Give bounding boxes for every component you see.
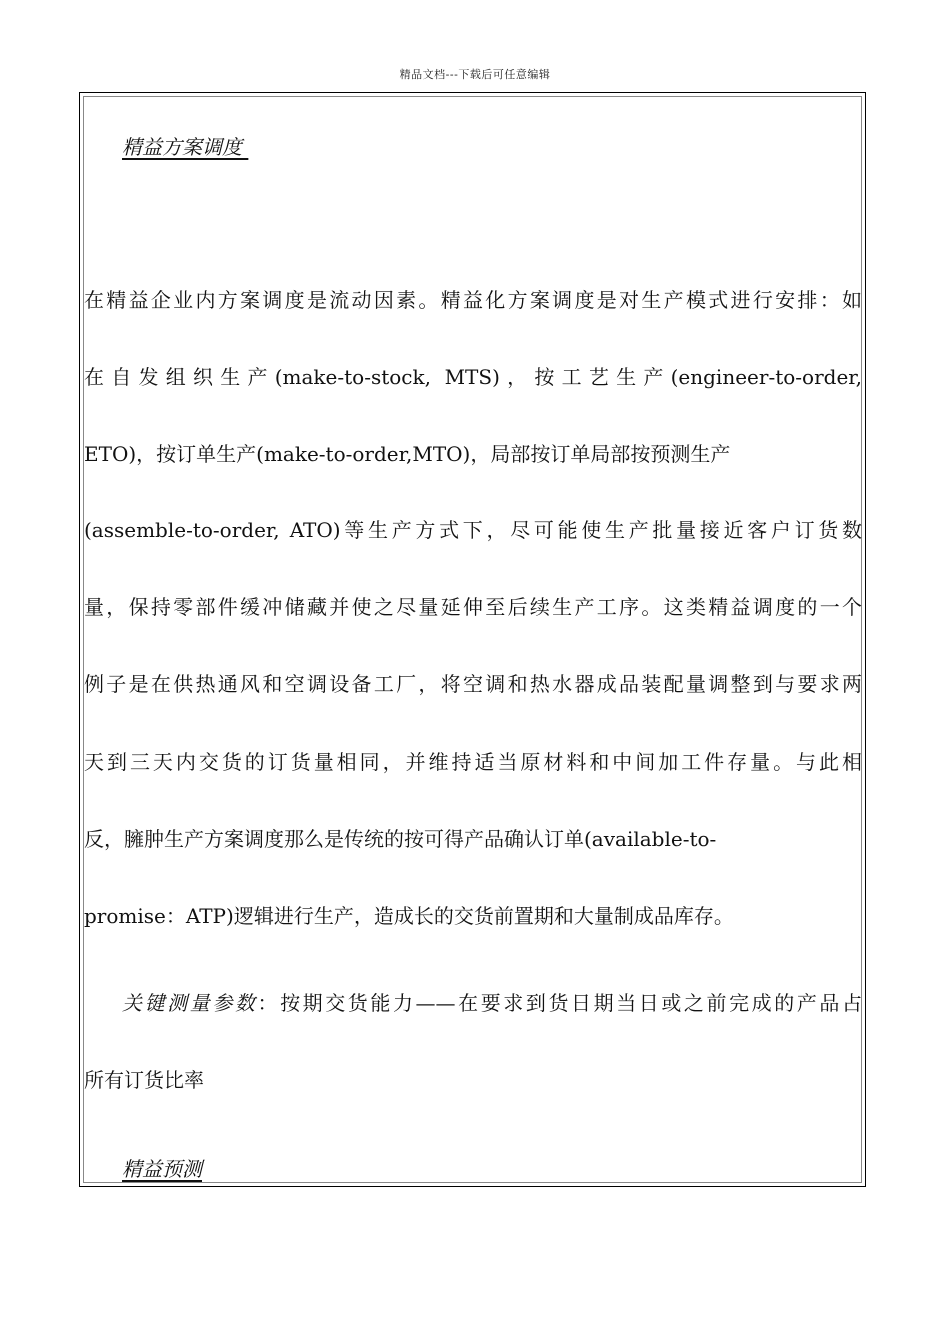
paragraph-line-5: 量，保持零部件缓冲储藏并使之尽量延伸至后续生产工序。这类精益调度的一个 bbox=[84, 595, 862, 619]
key-parameter-line bbox=[122, 990, 862, 1016]
paragraph-line-2: 在自发组织生产(make-to-stock, MTS)，按工艺生产(engineer-to-order, bbox=[84, 365, 862, 389]
paragraph-line-1: 在精益企业内方案调度是流动因素。精益化方案调度是对生产模式进行安排：如 bbox=[84, 288, 862, 312]
key-parameter-label: 关键测量参数 bbox=[122, 991, 258, 1015]
paragraph-line-9: promise：ATP)逻辑进行生产，造成长的交货前置期和大量制成品库存。 bbox=[84, 904, 734, 928]
page-header: 精品文档---下载后可任意编辑 bbox=[399, 68, 551, 81]
document-frame-inner bbox=[83, 96, 862, 1183]
paragraph-line-3: ETO)，按订单生产(make-to-order,MTO)，局部按订单局部按预测生产 bbox=[84, 442, 731, 466]
paragraph-line-6: 例子是在供热通风和空调设备工厂，将空调和热水器成品装配量调整到与要求两 bbox=[84, 672, 862, 696]
section-title-lean-forecasting: 精益预测 bbox=[122, 1157, 202, 1181]
key-parameter-text: ：按期交货能力——在要求到货日期当日或之前完成的产品占 bbox=[257, 991, 862, 1015]
paragraph-line-8: 反，臃肿生产方案调度那么是传统的按可得产品确认订单(available-to- bbox=[84, 827, 717, 851]
section-title-lean-scheduling: 精益方案调度 bbox=[122, 135, 249, 159]
document-frame bbox=[79, 92, 866, 1187]
paragraph-line-7: 天到三天内交货的订货量相同，并维持适当原材料和中间加工件存量。与此相 bbox=[84, 750, 862, 774]
key-parameter-line-2: 所有订货比率 bbox=[84, 1068, 204, 1092]
paragraph-line-4: (assemble-to-order, ATO)等生产方式下，尽可能使生产批量接近客户订货数 bbox=[84, 518, 862, 542]
